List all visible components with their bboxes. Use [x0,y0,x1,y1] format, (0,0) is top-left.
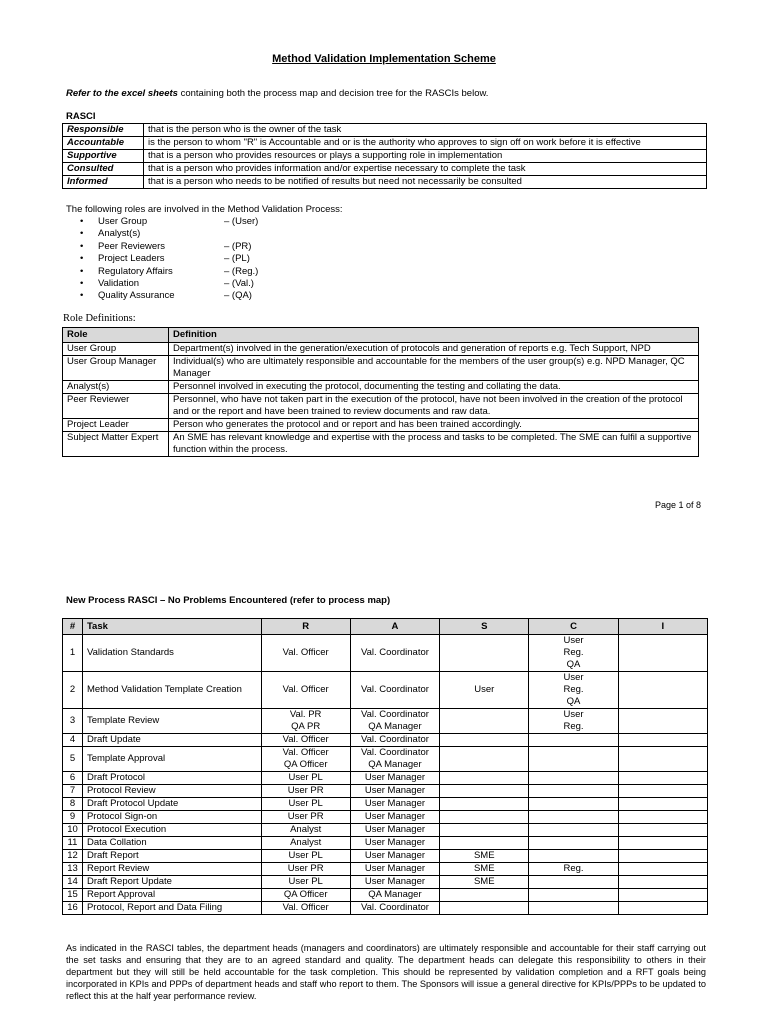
role-definition-row [63,356,699,381]
np-cell-a: QA Manager [350,889,439,902]
rasci-row [63,163,707,176]
np-cell-task: Template Review [82,709,261,734]
np-cell-num: 4 [63,734,83,747]
np-cell-i [618,672,707,709]
rasci-row [63,176,707,189]
np-cell-s [440,798,529,811]
np-cell-task: Method Validation Template Creation [82,672,261,709]
rasci-term: Responsible [63,124,144,137]
np-cell-s: User [440,672,529,709]
np-cell-c [529,902,618,915]
np-cell-c [529,772,618,785]
np-cell-task: Draft Protocol [82,772,261,785]
role-name: User Group [98,216,148,227]
np-header-s: S [440,619,529,635]
np-cell-r: User PR [261,811,350,824]
np-table-row [63,798,708,811]
np-cell-c [529,876,618,889]
role-abbr: – (PL) [224,253,250,265]
bullet-icon: • [80,265,84,277]
np-cell-num: 12 [63,850,83,863]
role-list-item [80,265,259,278]
np-cell-c [529,811,618,824]
np-cell-s: SME [440,876,529,889]
document-title: Method Validation Implementation Scheme [272,53,496,65]
np-cell-r: Val. Officer [261,672,350,709]
np-cell-num: 14 [63,876,83,889]
np-table-row [63,824,708,837]
role-definition-row [63,432,699,457]
np-table-row [63,902,708,915]
np-cell-s [440,811,529,824]
np-table-row [63,734,708,747]
rasci-term: Accountable [63,137,144,150]
np-cell-s [440,902,529,915]
np-cell-i [618,837,707,850]
np-cell-num: 3 [63,709,83,734]
np-cell-a: Val. Coordinator QA Manager [350,747,439,772]
np-cell-a: User Manager [350,785,439,798]
rasci-desc: is the person to whom "R" is Accountable and or is the authority who approves to sign off on work before it is effective [144,137,707,150]
bullet-icon: • [80,228,84,240]
role-name: Project Leaders [98,253,165,265]
role-name: Validation [98,277,140,289]
np-cell-num: 9 [63,811,83,824]
header-role: Role [63,328,169,343]
np-cell-task: Data Collation [82,837,261,850]
role-cell: Project Leader [63,419,169,432]
np-cell-i [618,747,707,772]
rasci-term: Consulted [63,163,144,176]
definition-cell: Person who generates the protocol and or report and has been trained accordingly. [169,419,699,432]
role-list-item [80,253,250,265]
np-cell-s: SME [440,850,529,863]
np-cell-r: Analyst [261,824,350,837]
np-cell-r: User PL [261,798,350,811]
np-table-row [63,837,708,850]
rasci-row [63,150,707,163]
np-cell-s [440,772,529,785]
np-cell-num: 13 [63,863,83,876]
np-cell-task: Protocol Sign-on [82,811,261,824]
role-definitions-table [62,327,699,457]
np-cell-a: Val. Coordinator [350,734,439,747]
role-list-item [80,277,254,290]
np-cell-task: Draft Report [82,850,261,863]
np-table-row [63,889,708,902]
np-header-r: R [261,619,350,635]
np-cell-s [440,824,529,837]
np-cell-task: Protocol, Report and Data Filing [82,902,261,915]
np-table-row [63,672,708,709]
role-list-item [80,240,252,253]
intro-bold: Refer to the excel sheets [66,88,178,99]
np-cell-c: User Reg. QA [529,635,618,672]
np-header-c: C [529,619,618,635]
np-cell-c [529,798,618,811]
intro-rest: containing both the process map and decision tree for the RASCIs below. [177,88,489,99]
np-cell-a: User Manager [350,798,439,811]
role-cell: User Group [63,343,169,356]
np-cell-c: Reg. [529,863,618,876]
bullet-icon: • [80,277,84,289]
np-cell-s [440,837,529,850]
np-cell-i [618,876,707,889]
np-header-task: Task [82,619,261,635]
np-cell-r: QA Officer [261,889,350,902]
header-definition: Definition [169,328,699,343]
bullet-icon: • [80,290,84,302]
np-cell-r: Analyst [261,837,350,850]
role-definitions-header-row [63,328,699,343]
np-cell-num: 8 [63,798,83,811]
np-cell-i [618,734,707,747]
definition-cell: Personnel involved in executing the protocol, documenting the testing and collating the data. [169,381,699,394]
np-cell-task: Report Approval [82,889,261,902]
role-definitions-label: Role Definitions: [63,313,136,324]
np-header-row [63,619,708,635]
np-cell-a: Val. Coordinator [350,672,439,709]
rasci-term: Informed [63,176,144,189]
np-cell-task: Draft Protocol Update [82,798,261,811]
np-cell-num: 16 [63,902,83,915]
role-definition-row [63,419,699,432]
role-abbr: – (QA) [224,290,252,302]
np-table-row [63,863,708,876]
definition-cell: Department(s) involved in the generation/execution of protocols and generation of reports e.g. Tech Support, NPD [169,343,699,356]
np-cell-r: Val. Officer QA Officer [261,747,350,772]
np-cell-task: Template Approval [82,747,261,772]
np-cell-i [618,902,707,915]
role-name: Peer Reviewers [98,240,166,252]
np-cell-i [618,811,707,824]
np-cell-s [440,734,529,747]
np-cell-r: Val. Officer [261,635,350,672]
np-table-row [63,850,708,863]
np-cell-c [529,889,618,902]
rasci-row [63,137,707,150]
np-cell-num: 2 [63,672,83,709]
rasci-desc: that is the person who is the owner of the task [144,124,707,137]
np-cell-r: User PR [261,785,350,798]
np-cell-task: Draft Report Update [82,876,261,889]
closing-paragraph: As indicated in the RASCI tables, the department heads (managers and coordinators) are ultimately responsible and accountable for their staff carrying out the set tasks and ensuring that they are to an agreed standard and quality. The department heads can delegate this responsibility to others in their department but they will still be held accountable for the task completion. This should be represented by validation completion and a RFT goals being incorporated in KPIs and PPPs of department heads and staff who report to them. The Sponsors will issue a general directive for KPIs/PPPs to be updated to reflect this at the half year performance review. [66,943,706,1001]
intro-text [66,88,488,99]
np-cell-s [440,747,529,772]
bullet-icon: • [80,216,84,227]
role-cell: User Group Manager [63,356,169,381]
bullet-icon: • [80,253,84,265]
definition-cell: Personnel, who have not taken part in the execution of the protocol, have not been involved in the creation of the protocol and or the report and have been trained to review documents and raw data. [169,394,699,419]
np-cell-task: Draft Update [82,734,261,747]
role-definition-row [63,381,699,394]
np-cell-r: User PL [261,772,350,785]
role-list-item [80,216,259,228]
np-cell-c [529,785,618,798]
rasci-row [63,124,707,137]
page-number: Page 1 of 8 [655,500,702,510]
np-cell-i [618,772,707,785]
rasci-term: Supportive [63,150,144,163]
np-cell-num: 6 [63,772,83,785]
rasci-desc: that is a person who needs to be notified of results but need not necessarily be consulted [144,176,707,189]
rasci-desc: that is a person who provides resources or plays a supporting role in implementation [144,150,707,163]
roles-list [80,216,259,303]
np-cell-c [529,824,618,837]
np-cell-a: User Manager [350,876,439,889]
np-cell-r: User PL [261,876,350,889]
np-cell-r: Val. PR QA PR [261,709,350,734]
bullet-icon: • [80,240,84,252]
role-name: Regulatory Affairs [98,265,173,277]
new-process-rasci-table [62,618,708,915]
definition-cell: An SME has relevant knowledge and expertise with the process and tasks to be completed. The SME can fulfil a supportive function within the process. [169,432,699,457]
rasci-desc: that is a person who provides information and/or expertise necessary to complete the task [144,163,707,176]
rasci-label: RASCI [66,111,96,122]
np-cell-task: Validation Standards [82,635,261,672]
np-cell-s [440,785,529,798]
np-cell-num: 7 [63,785,83,798]
np-cell-i [618,709,707,734]
np-header-i: I [618,619,707,635]
role-name: Quality Assurance [98,290,175,302]
np-cell-i [618,889,707,902]
np-cell-num: 5 [63,747,83,772]
np-cell-s: SME [440,863,529,876]
np-table-row [63,772,708,785]
role-list-item [80,228,175,240]
definition-cell: Individual(s) who are ultimately responsible and accountable for the members of the user group(s) e.g. NPD Manager, QC Manager [169,356,699,381]
roles-intro: The following roles are involved in the Method Validation Process: [66,204,343,215]
np-cell-r: User PL [261,850,350,863]
role-abbr: – (PR) [224,240,252,252]
np-cell-a: User Manager [350,772,439,785]
np-cell-r: Val. Officer [261,734,350,747]
np-cell-num: 11 [63,837,83,850]
np-table-row [63,709,708,734]
np-cell-c: User Reg. QA [529,672,618,709]
np-cell-i [618,635,707,672]
role-definition-row [63,343,699,356]
np-cell-i [618,824,707,837]
np-cell-c [529,734,618,747]
np-cell-task: Report Review [82,863,261,876]
role-abbr: – (Val.) [224,277,254,289]
role-cell: Peer Reviewer [63,394,169,419]
np-cell-task: Protocol Execution [82,824,261,837]
np-header-a: A [350,619,439,635]
np-cell-num: 10 [63,824,83,837]
np-header-num: # [63,619,83,635]
np-table-row [63,811,708,824]
role-definition-row [63,394,699,419]
np-cell-num: 15 [63,889,83,902]
np-cell-s [440,635,529,672]
np-cell-task: Protocol Review [82,785,261,798]
np-cell-a: User Manager [350,863,439,876]
np-cell-a: Val. Coordinator QA Manager [350,709,439,734]
role-abbr: – (Reg.) [224,265,259,277]
role-name: Analyst(s) [98,228,141,240]
np-cell-c: User Reg. [529,709,618,734]
np-cell-i [618,798,707,811]
role-cell: Subject Matter Expert [63,432,169,457]
role-list-item [80,290,252,302]
np-cell-c [529,850,618,863]
np-table-row [63,747,708,772]
np-cell-a: Val. Coordinator [350,902,439,915]
np-cell-r: Val. Officer [261,902,350,915]
np-table-row [63,876,708,889]
np-cell-c [529,837,618,850]
np-cell-a: User Manager [350,837,439,850]
np-cell-c [529,747,618,772]
np-cell-i [618,785,707,798]
np-cell-num: 1 [63,635,83,672]
np-cell-s [440,889,529,902]
np-cell-a: User Manager [350,811,439,824]
np-cell-i [618,850,707,863]
np-cell-i [618,863,707,876]
new-process-title: New Process RASCI – No Problems Encountered (refer to process map) [66,595,391,606]
role-abbr: – (User) [224,216,259,227]
np-cell-a: User Manager [350,850,439,863]
np-table-row [63,785,708,798]
rasci-table [62,123,707,189]
np-cell-s [440,709,529,734]
np-cell-a: User Manager [350,824,439,837]
np-cell-r: User PR [261,863,350,876]
np-cell-a: Val. Coordinator [350,635,439,672]
role-cell: Analyst(s) [63,381,169,394]
np-table-row [63,635,708,672]
